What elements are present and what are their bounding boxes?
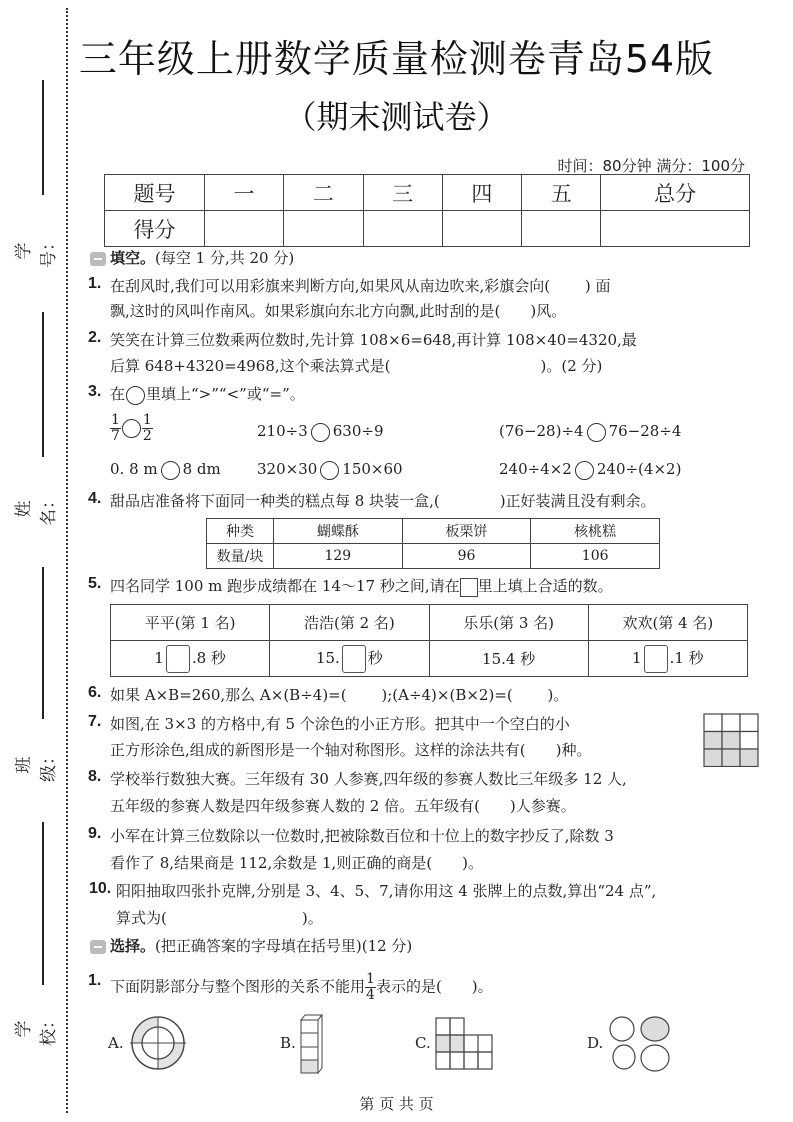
table-header: 蝴蝶酥 [274,519,403,544]
cell-text: .8 秒 [191,648,226,667]
question-number: 4. [88,490,102,507]
section-note: (每空 1 分,共 20 分) [155,249,295,267]
compare-circle[interactable] [320,461,339,480]
q7-line2: 正方形涂色,组成的新图形是一个轴对称图形。这样的涂法共有( )种。 [110,741,592,759]
blank-cell [704,714,722,732]
table-header: 平平(第 1 名) [111,605,270,641]
table-header: 核桃糕 [531,519,660,544]
table-header: 板栗饼 [402,519,531,544]
s2-q1-text [88,971,493,1003]
score-header: 总分 [601,175,750,211]
table-cell [111,641,270,677]
question-text: 表示的是( )。 [375,977,493,996]
table-cell [588,641,747,677]
question-text: 下面阴影部分与整个图形的关系不能用 [110,977,366,996]
option-c-label[interactable]: C. [415,1034,431,1052]
cell-text: .1 秒 [669,648,704,667]
expr: (76−28)÷4 [499,422,584,440]
score-row-label: 得分 [105,211,205,247]
shaded-cell [704,749,722,767]
blank-cell [740,732,758,750]
section-two-badge-icon [90,940,106,954]
section-title: 填空。 [110,249,156,267]
expr: 0. 8 m [110,460,158,478]
score-header: 五 [522,175,601,211]
question-number: 7. [88,713,102,730]
q5-text [88,575,613,597]
compare-circle[interactable] [122,419,141,438]
score-table [104,174,750,247]
q3-prompt [88,383,305,405]
table-header: 种类 [207,519,274,544]
expr: 8 dm [182,460,221,478]
shaded-cell [722,732,740,750]
question-number: 1. [88,972,102,989]
compare-circle[interactable] [587,423,606,442]
page-footer: 第 页 共 页 [359,1095,434,1113]
question-text: 甜品店准备将下面同一种类的糕点每 8 块装一盒,( )正好装满且没有剩余。 [110,492,656,510]
table-cell [270,641,429,677]
question-number: 3. [88,383,102,400]
question-text: 小军在计算三位数除以一位数时,把被除数百位和十位上的数字抄反了,除数 3 [110,827,614,845]
option-d-label[interactable]: D. [587,1034,604,1052]
q6-text [88,684,569,705]
question-number: 10. [89,880,112,897]
score-cell[interactable] [442,211,521,247]
compare-circle[interactable] [161,461,180,480]
option-d-figure-circles [608,1015,672,1073]
question-text: 在刮风时,我们可以用彩旗来判断方向,如果风从南边吹来,彩旗会向( ) 面 [110,277,611,295]
question-number: 6. [88,684,102,701]
q7-grid-figure [703,713,759,767]
blank-cell [722,714,740,732]
question-text: 里上填上合适的数。 [477,577,613,595]
expr: 210÷3 [257,422,308,440]
score-cell[interactable] [205,211,284,247]
class-line [42,567,44,719]
q3-item [499,460,681,480]
shaded-cell [704,732,722,750]
answer-box[interactable] [644,645,668,673]
question-number: 8. [88,768,102,785]
table-cell: 15.4 秒 [429,641,588,677]
box-icon [460,578,478,597]
answer-box[interactable] [166,645,190,673]
fraction [142,413,153,444]
question-text: 四名同学 100 m 跑步成绩都在 14～17 秒之间,请在 [110,577,460,595]
denominator: 4 [366,987,375,1003]
q7-line1 [88,713,570,734]
question-number: 2. [88,329,102,346]
q10-line1 [89,880,657,901]
table-header: 乐乐(第 3 名) [429,605,588,641]
question-number: 9. [88,825,102,842]
shaded-cell [740,749,758,767]
school-line [42,822,44,985]
numerator: 1 [111,412,120,428]
score-cell[interactable] [522,211,601,247]
score-cell[interactable] [363,211,442,247]
cell-text: 1 [632,648,642,667]
blank-cell [740,714,758,732]
section1-heading [90,247,294,268]
cell-text: 秒 [367,648,383,667]
expr: 76−28÷4 [608,422,682,440]
question-text: 如图,在 3×3 的方格中,有 5 个涂色的小正方形。把其中一个空白的小 [110,715,570,733]
fraction [365,972,376,1003]
name-line [42,312,44,457]
q1-line1 [88,275,611,296]
expr: 150×60 [342,460,403,478]
option-a-label[interactable]: A. [108,1034,124,1052]
score-cell[interactable] [601,211,750,247]
q8-line2: 五年级的参赛人数是四年级参赛人数的 2 倍。五年级有( )人参赛。 [110,797,576,815]
score-header: 三 [363,175,442,211]
expr: 630÷9 [332,422,384,440]
question-text: 阳阳抽取四张扑克牌,分别是 3、4、5、7,请你用这 4 张牌上的点数,算出“24 点”, [116,882,657,900]
q3-item [257,422,384,442]
student-id-label: 学号： [14,234,59,268]
score-header: 一 [205,175,284,211]
q1-line2: 飘,这时的风叫作南风。如果彩旗向东北方向飘,此时刮的是( )风。 [110,302,567,320]
section2-heading [90,935,412,956]
question-text: 里填上“>”“<”或“=”。 [146,385,305,403]
table-header: 欢欢(第 4 名) [588,605,747,641]
q2-line2: 后算 648+4320=4968,这个乘法算式是( )。(2 分) [110,357,603,375]
option-c-figure-grid [435,1017,495,1071]
score-header: 二 [284,175,363,211]
question-number: 1. [88,275,102,292]
circle-icon [126,386,145,405]
table-cell: 96 [402,544,531,569]
compare-circle[interactable] [311,423,330,442]
section-title: 选择。 [110,937,156,955]
expr: 240÷(4×2) [596,460,682,478]
cell-text: 15. [315,648,340,667]
score-cell[interactable] [284,211,363,247]
table-header: 浩浩(第 2 名) [270,605,429,641]
question-text: 笑笑在计算三位数乘两位数时,先计算 108×6=648,再计算 108×40=4320,最 [110,331,637,349]
score-header: 四 [442,175,521,211]
numerator: 1 [366,971,375,987]
shaded-cell [722,749,740,767]
fraction [110,413,121,444]
score-header: 题号 [105,175,205,211]
cell-text: 1 [154,648,164,667]
denominator: 2 [142,428,152,444]
option-b-figure-cubes [300,1014,324,1074]
expr: 240÷4×2 [499,460,572,478]
q4-text [88,490,656,511]
denominator: 7 [111,428,120,444]
question-text: 学校举行数独大赛。三年级有 30 人参赛,四年级的参赛人数比三年级多 12 人, [110,770,627,788]
school-label: 学校： [14,1012,59,1046]
page-title: 三年级上册数学质量检测卷青岛54版 [78,37,715,81]
exam-meta: 时间：80分钟 满分：100分 [557,157,745,175]
q2-line1 [88,329,637,350]
q8-line1 [88,768,627,789]
table-cell: 129 [274,544,403,569]
table-cell: 106 [531,544,660,569]
q5-table [110,604,748,677]
expr: 320×30 [257,460,318,478]
q3-item [499,422,681,442]
answer-box[interactable] [342,645,366,673]
q3-item-fraction [110,413,153,444]
option-b-label[interactable]: B. [280,1034,296,1052]
section-one-badge-icon [90,252,106,266]
compare-circle[interactable] [575,461,594,480]
option-a-figure-ring [128,1015,188,1071]
q9-line1 [88,825,614,846]
numerator: 1 [142,412,152,428]
question-text: 在 [110,385,126,403]
question-text: 如果 A×B=260,那么 A×(B÷4)=( );(A÷4)×(B×2)=( )。 [110,686,569,704]
class-label: 班级： [14,748,59,782]
q3-item [257,460,403,480]
q10-line2: 算式为( )。 [116,909,323,927]
page-subtitle: （期末测试卷） [284,98,509,136]
section-note: (把正确答案的字母填在括号里)(12 分) [155,937,413,955]
name-label: 姓名： [14,492,59,526]
table-cell: 数量/块 [207,544,274,569]
question-number: 5. [88,575,102,592]
q3-item [110,460,221,480]
q9-line2: 看作了 8,结果商是 112,余数是 1,则正确的商是( )。 [110,854,484,872]
binding-dotted-line [66,8,68,1113]
q4-table [206,518,660,569]
